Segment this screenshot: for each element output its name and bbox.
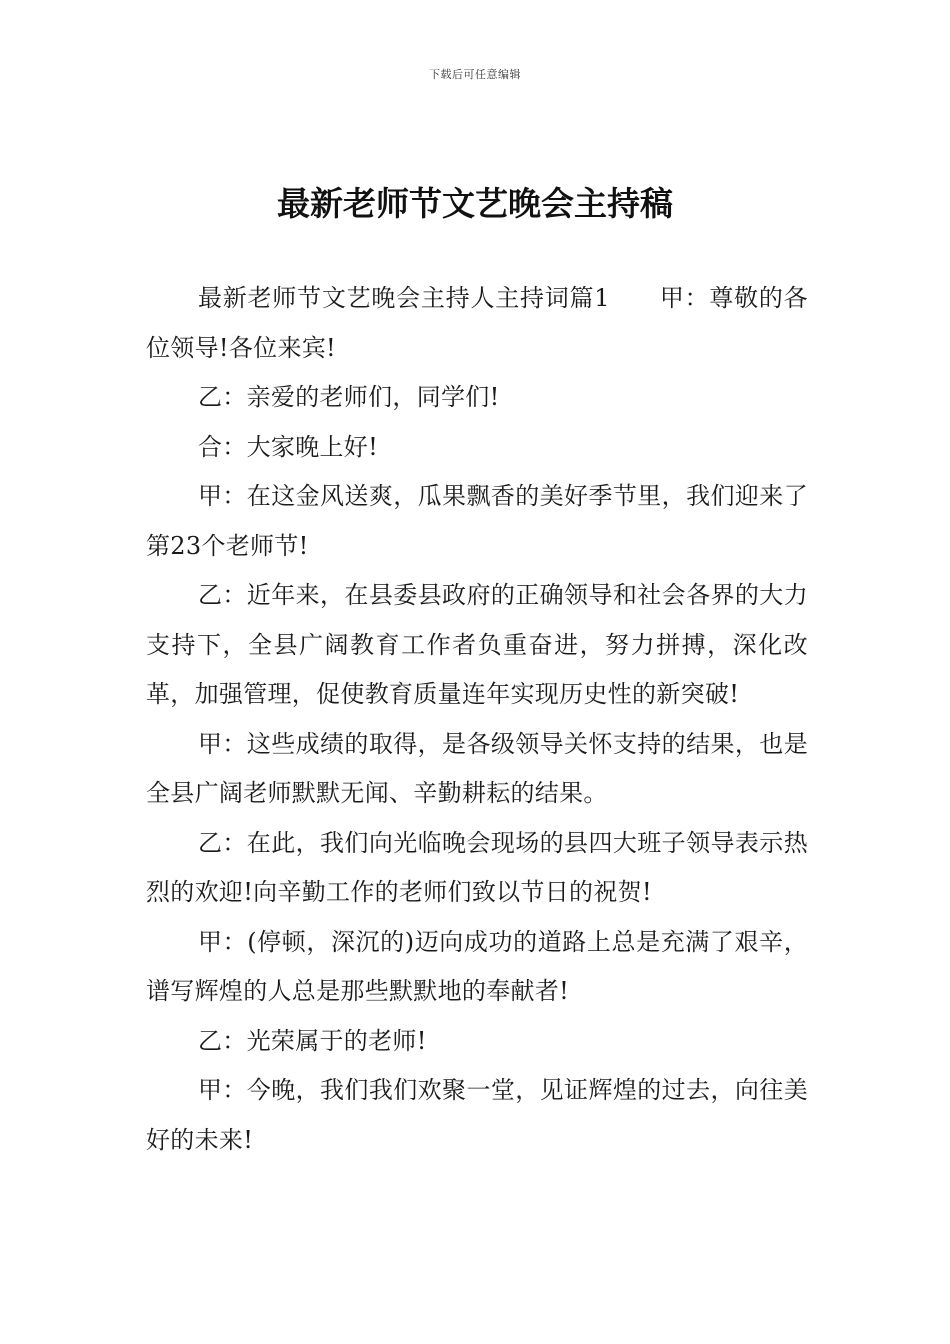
paragraph: 乙：光荣属于的老师! <box>198 1026 427 1055</box>
paragraph: 甲：这些成绩的取得，是各级领导关怀支持的结果，也是全县广阔老师默默无闻、辛勤耕耘的结果。 <box>146 729 808 807</box>
paragraph: 乙：在此，我们向光临晚会现场的县四大班子领导表示热烈的欢迎!向辛勤工作的老师们致以节日的祝贺! <box>146 828 808 906</box>
paragraph: 最新老师节文艺晚会主持人主持词篇1 甲：尊敬的各位领导!各位来宾! <box>146 284 808 362</box>
paragraph: 甲：(停顿，深沉的)迈向成功的道路上总是充满了艰辛，谱写辉煌的人总是那些默默地的奉献者! <box>146 927 808 1005</box>
paragraph: 甲：在这金风送爽，瓜果飘香的美好季节里，我们迎来了第23个老师节! <box>146 482 808 560</box>
paragraph: 甲：今晚，我们我们欢聚一堂，见证辉煌的过去，向往美好的未来! <box>146 1076 808 1154</box>
paragraph: 乙：亲爱的老师们，同学们! <box>198 383 500 411</box>
paragraph: 乙：近年来，在县委县政府的正确领导和社会各界的大力支持下，全县广阔教育工作者负重奋进，努力拼搏，深化改革，加强管理，促使教育质量连年实现历史性的新突破! <box>146 581 808 708</box>
header-note: 下载后可任意编辑 <box>429 68 521 81</box>
document-title: 最新老师节文艺晚会主持稿 <box>277 184 673 223</box>
paragraph: 合：大家晚上好! <box>198 432 379 461</box>
document-body <box>146 274 808 1165</box>
